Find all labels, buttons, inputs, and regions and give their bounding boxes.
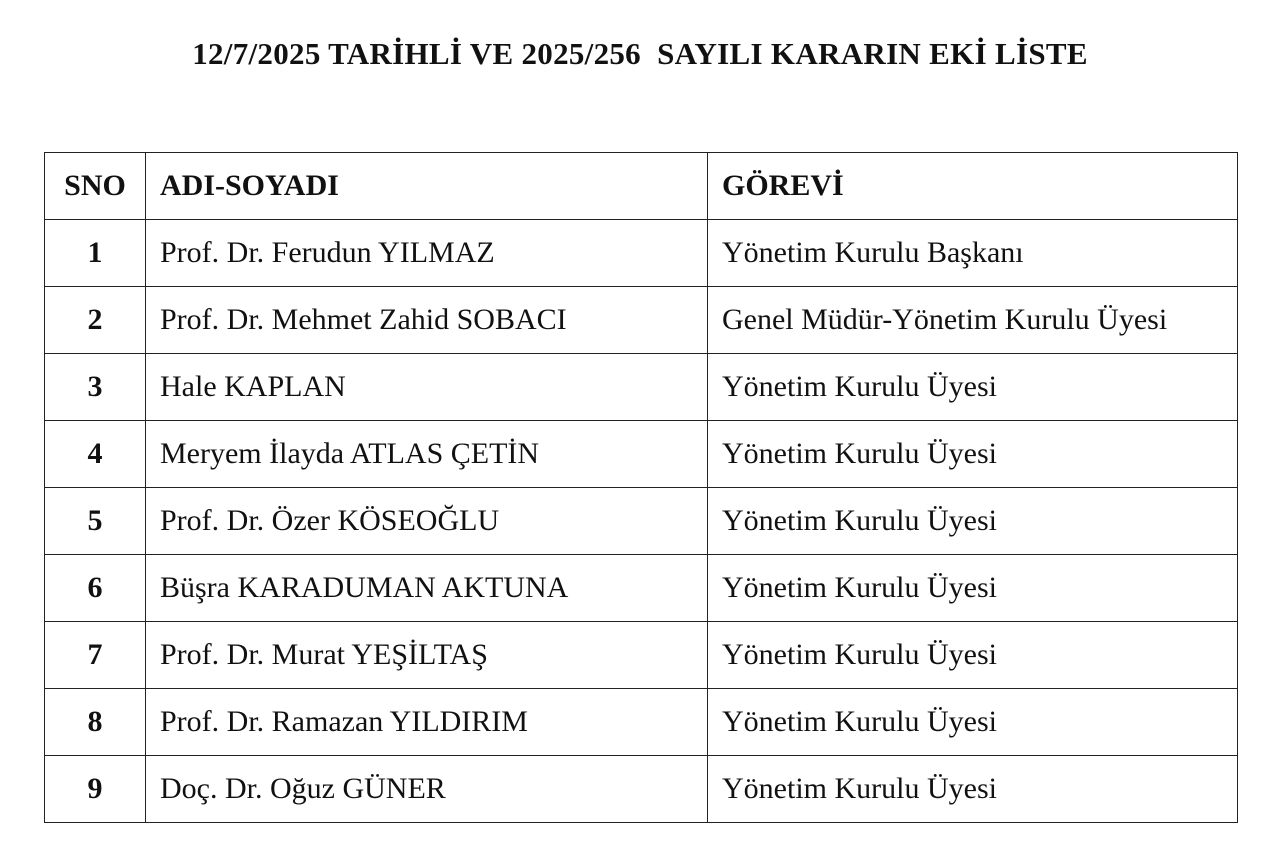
header-role: GÖREVİ — [708, 153, 1238, 220]
row-sno: 2 — [45, 287, 146, 354]
table-row — [45, 555, 1238, 622]
table-header-row — [45, 153, 1238, 220]
row-name: Hale KAPLAN — [146, 354, 708, 421]
table-row — [45, 421, 1238, 488]
row-role: Yönetim Kurulu Üyesi — [708, 488, 1238, 555]
row-sno: 3 — [45, 354, 146, 421]
row-name: Büşra KARADUMAN AKTUNA — [146, 555, 708, 622]
row-sno: 9 — [45, 756, 146, 823]
row-sno: 7 — [45, 622, 146, 689]
member-list-table — [44, 152, 1238, 823]
header-sno: SNO — [45, 153, 146, 220]
table-row — [45, 689, 1238, 756]
row-role: Genel Müdür-Yönetim Kurulu Üyesi — [708, 287, 1238, 354]
document-title: 12/7/2025 TARİHLİ VE 2025/256 SAYILI KARARIN EKİ LİSTE — [192, 36, 1088, 71]
table-row — [45, 756, 1238, 823]
row-sno: 5 — [45, 488, 146, 555]
row-name: Prof. Dr. Özer KÖSEOĞLU — [146, 488, 708, 555]
row-role: Yönetim Kurulu Başkanı — [708, 220, 1238, 287]
row-role: Yönetim Kurulu Üyesi — [708, 689, 1238, 756]
row-sno: 4 — [45, 421, 146, 488]
table-row — [45, 287, 1238, 354]
table-row — [45, 354, 1238, 421]
table-row — [45, 220, 1238, 287]
row-sno: 1 — [45, 220, 146, 287]
header-name: ADI-SOYADI — [146, 153, 708, 220]
row-name: Prof. Dr. Ferudun YILMAZ — [146, 220, 708, 287]
table-row — [45, 622, 1238, 689]
row-role: Yönetim Kurulu Üyesi — [708, 354, 1238, 421]
row-role: Yönetim Kurulu Üyesi — [708, 421, 1238, 488]
row-name: Prof. Dr. Mehmet Zahid SOBACI — [146, 287, 708, 354]
row-name: Doç. Dr. Oğuz GÜNER — [146, 756, 708, 823]
row-name: Prof. Dr. Ramazan YILDIRIM — [146, 689, 708, 756]
row-role: Yönetim Kurulu Üyesi — [708, 622, 1238, 689]
row-name: Prof. Dr. Murat YEŞİLTAŞ — [146, 622, 708, 689]
row-sno: 8 — [45, 689, 146, 756]
row-name: Meryem İlayda ATLAS ÇETİN — [146, 421, 708, 488]
row-sno: 6 — [45, 555, 146, 622]
row-role: Yönetim Kurulu Üyesi — [708, 555, 1238, 622]
row-role: Yönetim Kurulu Üyesi — [708, 756, 1238, 823]
table-row — [45, 488, 1238, 555]
